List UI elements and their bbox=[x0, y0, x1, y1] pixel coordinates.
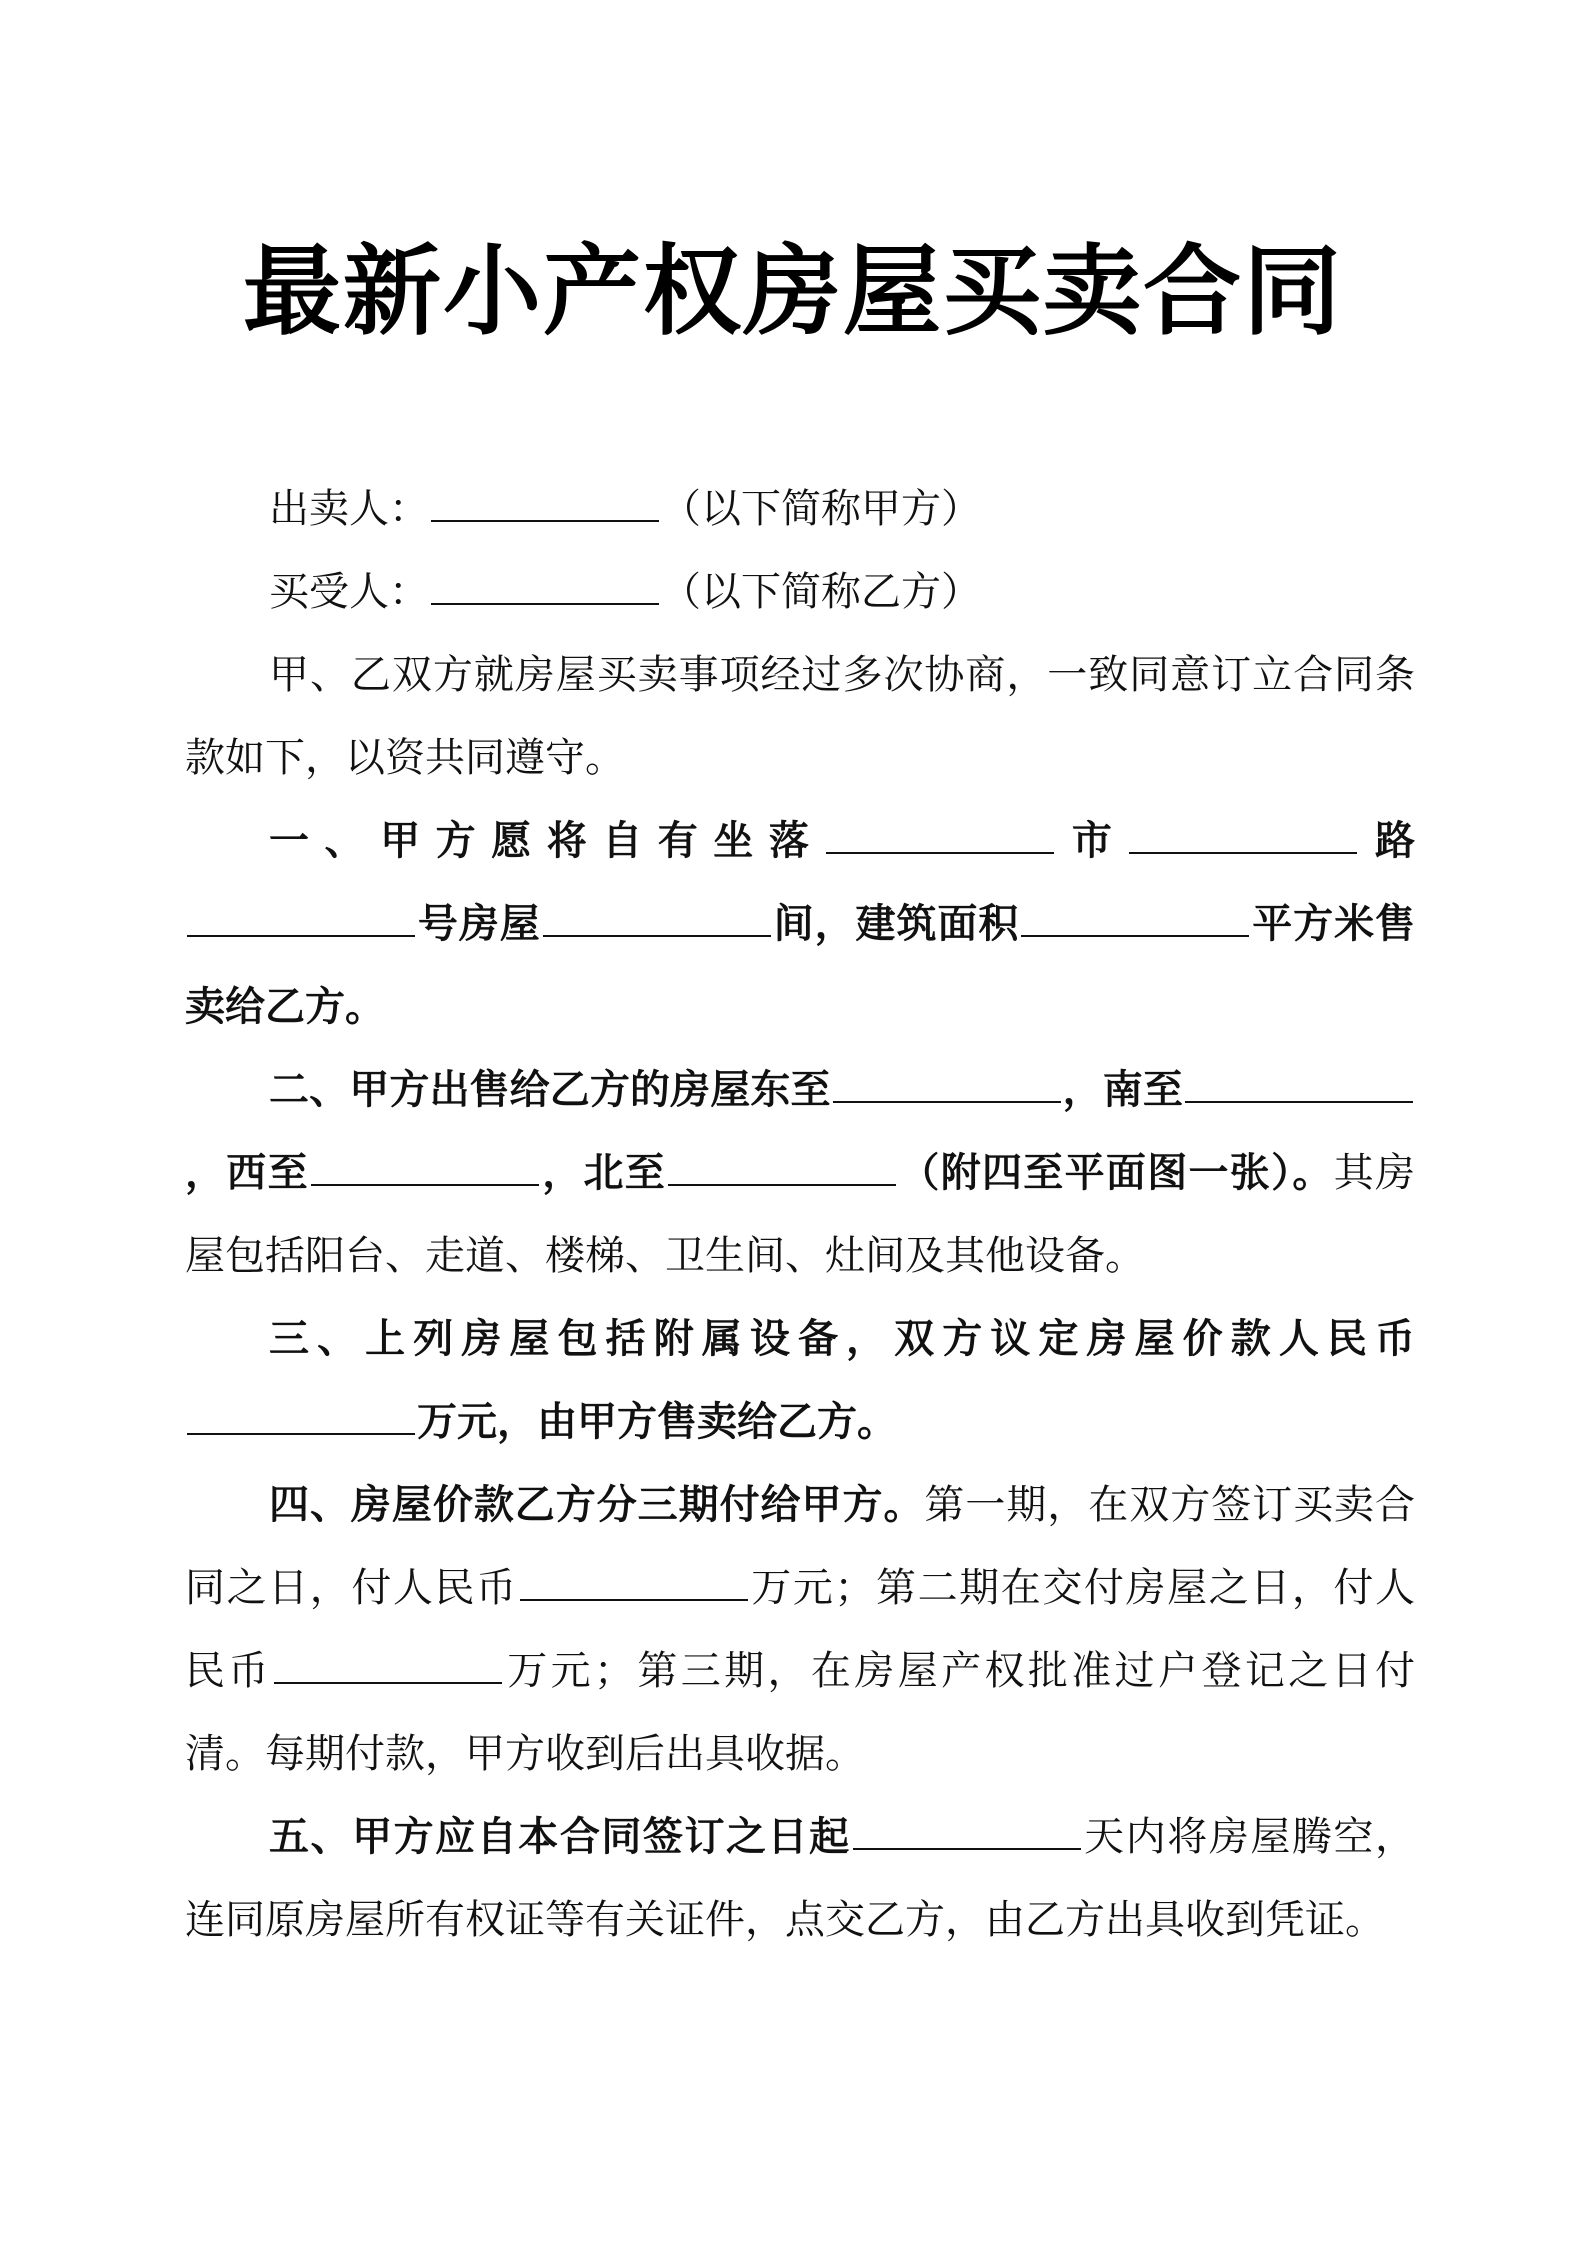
west-boundary-blank bbox=[311, 1148, 539, 1186]
clause-1-text-c: 路 bbox=[1359, 818, 1416, 864]
intro-paragraph: 甲、乙双方就房屋买卖事项经过多次协商，一致同意订立合同条款如下，以资共同遵守。 bbox=[185, 652, 1415, 781]
clause-1-text-e: 间，建筑面积 bbox=[772, 901, 1020, 947]
first-payment-blank bbox=[520, 1563, 748, 1601]
clause-2-text-d: ，北至 bbox=[540, 1150, 667, 1196]
clause-4-text-c: 万元；第二期在交付房屋之日，付人民币 bbox=[185, 1565, 1416, 1694]
seller-name-blank bbox=[431, 484, 659, 522]
clause-5-text-a: 五、甲方应自本合同签订之日起 bbox=[269, 1814, 851, 1860]
clause-2-text-f: 其房屋包括阳台、走道、楼梯、卫生间、灶间及其他设备。 bbox=[185, 1150, 1416, 1279]
buyer-label: 买受人： bbox=[269, 569, 429, 615]
price-blank bbox=[187, 1397, 415, 1435]
south-boundary-blank bbox=[1185, 1065, 1413, 1103]
clause-1-text-f: 平方米售卖给乙方。 bbox=[185, 901, 1416, 1030]
clause-3-text-b: 万元，由甲方售卖给乙方。 bbox=[417, 1399, 897, 1445]
seller-line bbox=[185, 468, 1415, 551]
clause-2 bbox=[185, 1049, 1415, 1298]
road-blank bbox=[1129, 816, 1357, 854]
area-blank bbox=[1021, 899, 1249, 937]
clause-4 bbox=[185, 1464, 1415, 1796]
clause-3 bbox=[185, 1298, 1415, 1464]
seller-suffix: （以下简称甲方） bbox=[661, 486, 981, 532]
clause-1-text-b: 市 bbox=[1056, 818, 1128, 864]
vacate-days-blank bbox=[853, 1812, 1081, 1850]
clause-2-text-a: 二、甲方出售给乙方的房屋东至 bbox=[269, 1067, 831, 1113]
buyer-suffix: （以下简称乙方） bbox=[661, 569, 981, 615]
clause-3-text-a: 三、上列房屋包括附属设备，双方议定房屋价款人民币 bbox=[269, 1316, 1415, 1362]
clause-4-text-a: 四、房屋价款乙方分三期付给甲方。 bbox=[269, 1482, 925, 1528]
buyer-name-blank bbox=[431, 567, 659, 605]
clause-1-text-d: 号房屋 bbox=[417, 901, 541, 947]
second-payment-blank bbox=[274, 1646, 502, 1684]
clause-1-text-a: 一、甲方愿将自有坐落 bbox=[269, 818, 825, 864]
clause-5 bbox=[185, 1796, 1415, 1962]
clause-2-text-e: （附四至平面图一张）。 bbox=[898, 1150, 1334, 1196]
contract-body bbox=[185, 468, 1415, 1962]
page-title: 最新小产权房屋买卖合同 bbox=[242, 235, 1343, 349]
room-count-blank bbox=[543, 899, 771, 937]
city-blank bbox=[826, 816, 1054, 854]
seller-label: 出卖人： bbox=[269, 486, 429, 532]
north-boundary-blank bbox=[668, 1148, 896, 1186]
clause-2-text-b: ，南至 bbox=[1062, 1067, 1184, 1113]
buyer-line bbox=[185, 551, 1415, 634]
clause-5-text-b: 天内将房屋腾空，连同原房屋所有权证等有关证件，点交乙方，由乙方出具收到凭证。 bbox=[185, 1814, 1416, 1943]
clause-4-text-b: 第一期，在双方签订买卖合同之日，付人民币 bbox=[185, 1482, 1416, 1611]
east-boundary-blank bbox=[833, 1065, 1061, 1103]
clause-2-text-c: ，西至 bbox=[185, 1150, 309, 1196]
clause-4-text-d: 万元；第三期，在房屋产权批准过户登记之日付清。每期付款，甲方收到后出具收据。 bbox=[185, 1648, 1416, 1777]
clause-1 bbox=[185, 800, 1415, 1049]
house-number-blank bbox=[187, 899, 415, 937]
